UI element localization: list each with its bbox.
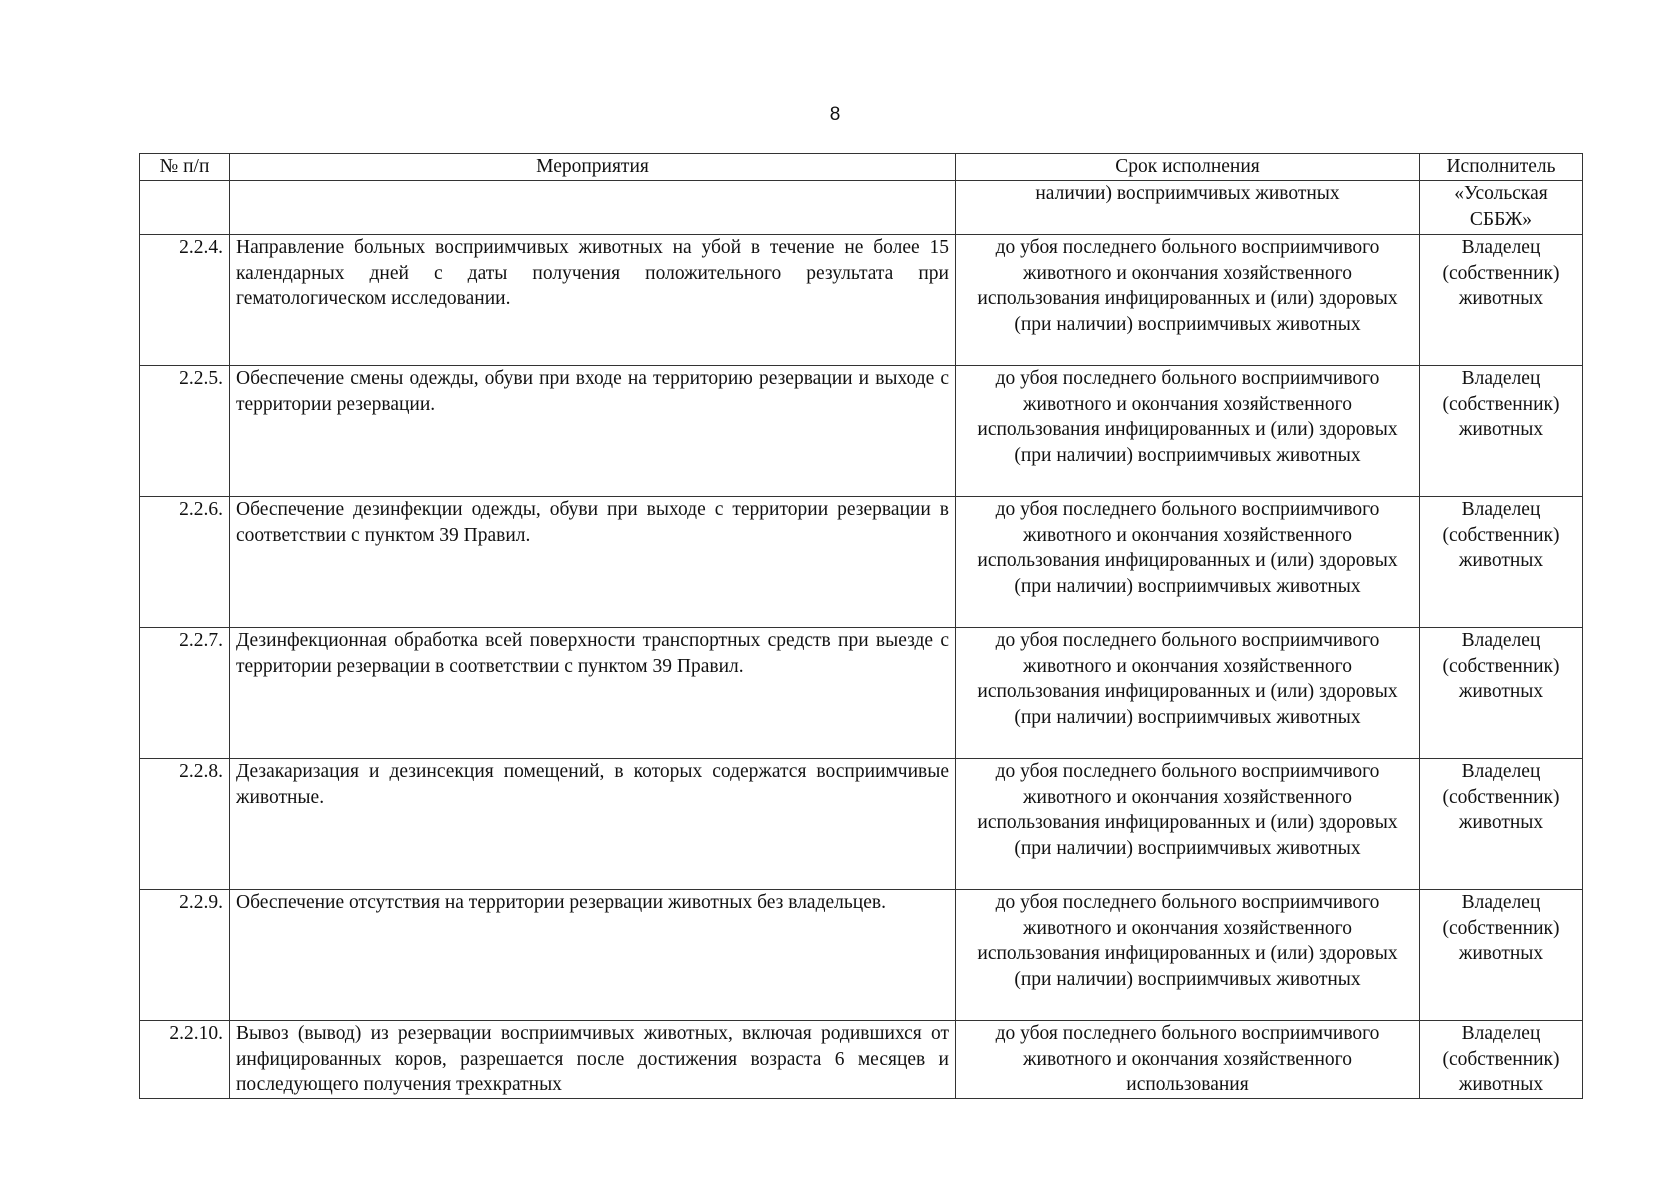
header-measures: Мероприятия [230,154,956,181]
cell-executor: Владелец (собственник) животных [1420,628,1583,759]
cell-term [956,497,1420,628]
cell-executor: Владелец (собственник) животных [1420,759,1583,890]
cell-executor: Владелец (собственник) животных [1420,890,1583,1021]
action-text: Обеспечение отсутствия на территории резервации животных без владельцев. [236,892,886,913]
term-text: до убоя последнего больного восприимчивого животного и окончания хозяйственного использования [995,1023,1380,1095]
cell-executor: Владелец (собственник) животных [1420,366,1583,497]
cell-term [956,628,1420,759]
cell-action [230,628,956,759]
cell-executor: Владелец (собственник) животных [1420,1021,1583,1099]
action-text: Вывоз (вывод) из резервации восприимчивых животных, включая родившихся от инфицированных коров, разрешается после достижения возраста 6 месяцев и последующего получения трехкратных [236,1023,949,1095]
table-row [140,366,1583,497]
cell-number: 2.2.8. [140,759,230,890]
cell-action [230,890,956,1021]
table-row-continuation [140,181,1583,235]
cell-action [230,235,956,366]
cell-number: 2.2.9. [140,890,230,1021]
measures-table [139,153,1583,1099]
action-text: Дезинфекционная обработка всей поверхности транспортных средств при выезде с территории резервации в соответствии с пунктом 39 Правил. [236,630,949,677]
cell-number: 2.2.10. [140,1021,230,1099]
cell-number [140,181,230,235]
header-executor: Исполнитель [1420,154,1583,181]
cell-number: 2.2.4. [140,235,230,366]
cell-term [956,890,1420,1021]
cell-number: 2.2.7. [140,628,230,759]
action-text: Обеспечение смены одежды, обуви при входе на территорию резервации и выходе с территории резервации. [236,368,949,415]
page-number: 8 [829,104,841,125]
table-row [140,497,1583,628]
cell-executor: «Усольская СББЖ» [1420,181,1583,235]
cell-executor: Владелец (собственник) животных [1420,497,1583,628]
cell-action [230,181,956,235]
table-header-row [140,154,1583,181]
cell-number: 2.2.6. [140,497,230,628]
term-text: до убоя последнего больного восприимчивого животного и окончания хозяйственного использования инфицированных и (или) здоровых (при наличии) восприимчивых животных [977,630,1398,728]
cell-action [230,759,956,890]
cell-executor: Владелец (собственник) животных [1420,235,1583,366]
header-number: № п/п [140,154,230,181]
table-row [140,1021,1583,1099]
term-text: до убоя последнего больного восприимчивого животного и окончания хозяйственного использования инфицированных и (или) здоровых (при наличии) восприимчивых животных [977,892,1398,990]
cell-term: наличии) восприимчивых животных [956,181,1420,235]
term-text: до убоя последнего больного восприимчивого животного и окончания хозяйственного использования инфицированных и (или) здоровых (при наличии) восприимчивых животных [977,499,1398,597]
header-deadline: Срок исполнения [956,154,1420,181]
term-text: до убоя последнего больного восприимчивого животного и окончания хозяйственного использования инфицированных и (или) здоровых (при наличии) восприимчивых животных [977,368,1398,466]
cell-term [956,759,1420,890]
cell-term [956,366,1420,497]
cell-term [956,235,1420,366]
cell-action [230,366,956,497]
cell-term [956,1021,1420,1099]
cell-action [230,1021,956,1099]
table-row [140,890,1583,1021]
table-row [140,628,1583,759]
term-text: до убоя последнего больного восприимчивого животного и окончания хозяйственного использования инфицированных и (или) здоровых (при наличии) восприимчивых животных [977,761,1398,859]
table-row [140,235,1583,366]
action-text: Дезакаризация и дезинсекция помещений, в которых содержатся восприимчивые животные. [236,761,949,808]
action-text: Направление больных восприимчивых животных на убой в течение не более 15 календарных дней с даты получения положительного результата при гематологическом исследовании. [236,237,949,309]
cell-number: 2.2.5. [140,366,230,497]
term-text: до убоя последнего больного восприимчивого животного и окончания хозяйственного использования инфицированных и (или) здоровых (при наличии) восприимчивых животных [977,237,1398,335]
action-text: Обеспечение дезинфекции одежды, обуви при выходе с территории резервации в соответствии с пунктом 39 Правил. [236,499,949,546]
cell-action [230,497,956,628]
table-row [140,759,1583,890]
